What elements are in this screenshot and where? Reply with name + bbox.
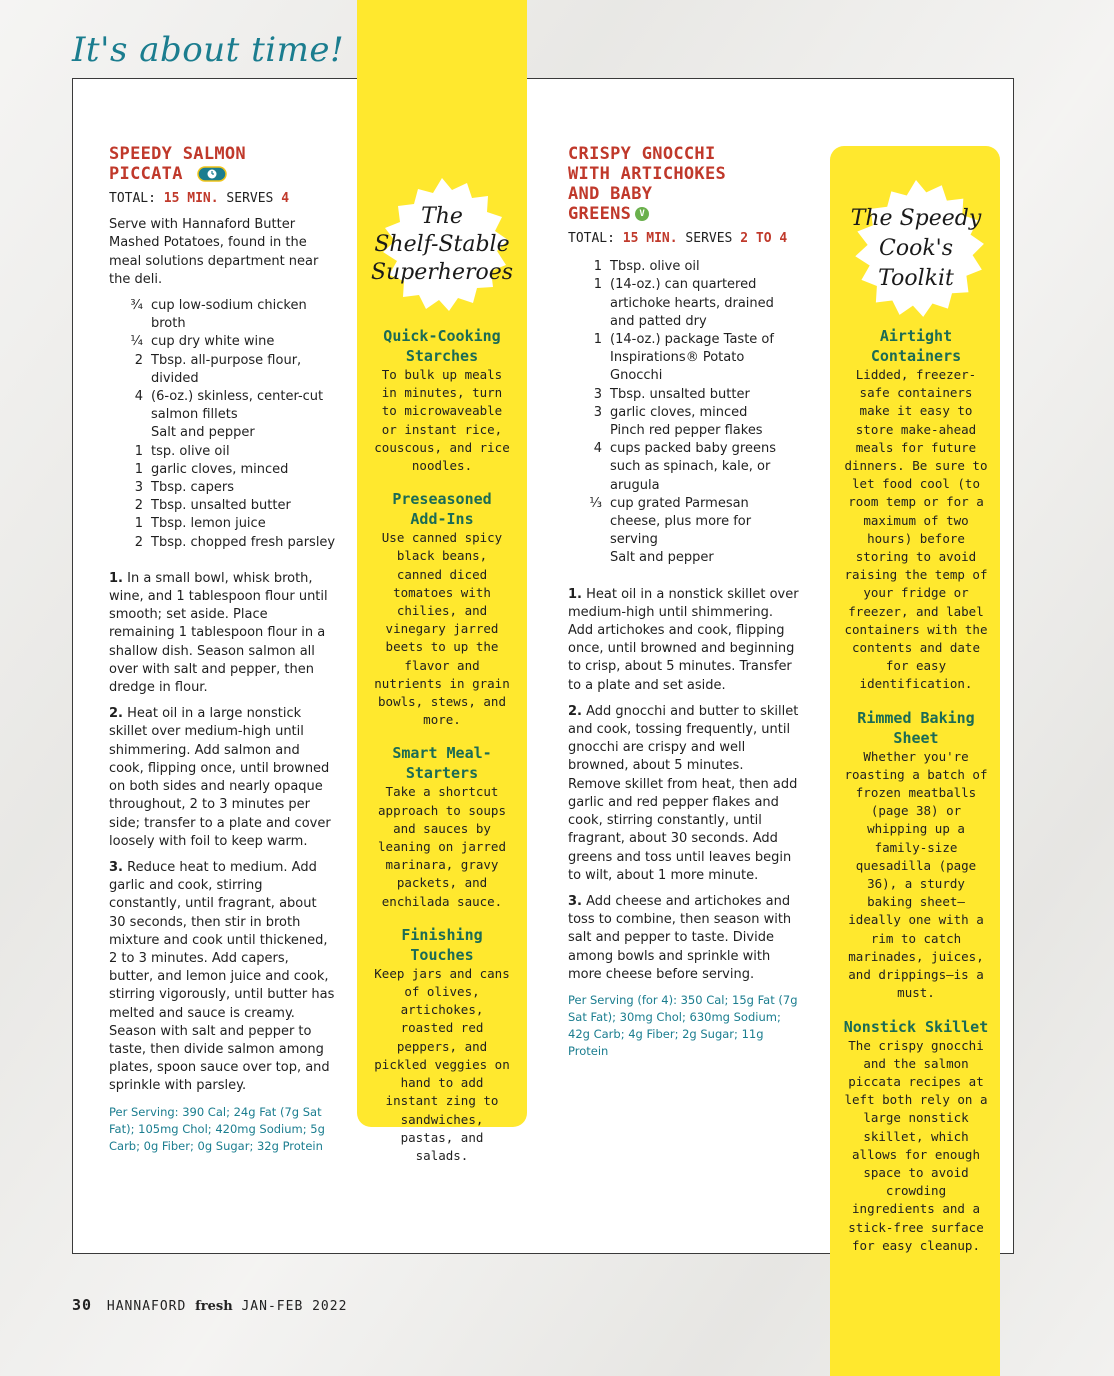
recipe-step (109, 705, 337, 851)
title-line (109, 164, 337, 184)
ingredient-quantity (568, 422, 610, 440)
ingredient-quantity: ¾ (130, 298, 143, 314)
ingredient-row (109, 333, 337, 351)
ingredient-row (568, 549, 800, 567)
serves-label: SERVES (685, 231, 733, 246)
ingredient-row (109, 424, 337, 442)
recipe-meta (109, 190, 337, 208)
total-label: TOTAL: (109, 191, 156, 206)
step-text: Add gnocchi and butter to skillet and cook, tossing frequently, until gnocchi are crispy and well browned, about 5 minutes. Remove skillet from heat, then add garlic and red pepper flakes and cook, stirring constantly, until fragrant, about 30 seconds. Add greens and toss until leaves begin to wilt, about 1 more minute. (568, 703, 799, 883)
ingredient-quantity: 2 (134, 534, 143, 550)
ingredient-text: Pinch red pepper flakes (610, 423, 763, 439)
step-text: Reduce heat to medium. Add garlic and cook, stirring constantly, until fragrant, about 30 seconds, then stir in broth mixture and cook until thickened, 2 to 3 minutes. Add capers, butter, and lemon juice and cook, stirring vigorously, until butter has melted and sauce is creamy. Season with salt and pepper to taste, then divide salmon among plates, spoon sauce over top, and sprinkle with parsley. (109, 859, 335, 1094)
ingredient-quantity (109, 424, 151, 442)
yellow-strip-top (357, 0, 527, 130)
step-text: Add cheese and artichokes and toss to combine, then season with salt and pepper to taste. Divide among bowls and sprinkle with more cheese before serving. (568, 893, 792, 982)
title-text: GREENS (568, 204, 632, 224)
total-value: 15 MIN. (622, 231, 678, 246)
ingredient-quantity: 2 (134, 498, 143, 514)
recipe-intro: Serve with Hannaford Butter Mashed Potatoes, found in the meal solutions department near the deli. (109, 217, 319, 287)
badge-line: Superheroes (370, 260, 514, 285)
serves-value: 2 TO 4 (740, 231, 788, 246)
tip-heading: Smart Meal-Starters (392, 744, 492, 783)
serves-label: SERVES (226, 191, 274, 206)
ingredient-text: Salt and pepper (610, 550, 714, 566)
page-footer (72, 1296, 347, 1314)
step-text: Heat oil in a large nonstick skillet over medium-high until shimmering. Add salmon and cook, flipping once, until browned on both sides and nearly opaque throughout, 2 to 3 minutes per side; transfer to a plate and cover loosely with foil to keep warm. (109, 706, 331, 849)
ingredient-text: (6-oz.) skinless, center-cut salmon fillets (151, 389, 324, 423)
tip-body: Use canned spicy black beans, canned diced tomatoes with chilies, and vinegary jarred beets to up the flavor and nutrients in grain bowls, stews, and more. (374, 530, 510, 728)
ingredient-text: Tbsp. capers (151, 480, 234, 496)
ingredient-row (109, 515, 337, 533)
ingredient-row (109, 388, 337, 424)
recipe-step (568, 893, 800, 984)
toolkit-badge (845, 178, 987, 320)
ingredient-text: cup low-sodium chicken broth (151, 298, 307, 332)
title-line: AND BABY (568, 184, 653, 204)
ingredient-row (568, 331, 800, 386)
footer-issue: JAN-FEB 2022 (241, 1299, 348, 1314)
ingredient-quantity: 2 (134, 352, 143, 368)
ingredient-quantity: 1 (134, 443, 143, 459)
ingredient-list (568, 258, 800, 567)
ingredient-text: (14-oz.) package Taste of Inspirations® Potato Gnocchi (610, 332, 774, 384)
ingredient-quantity: ⅓ (589, 495, 602, 511)
recipe-salmon (109, 144, 337, 1155)
recipe-step (568, 703, 800, 885)
title-text: PICCATA (109, 164, 183, 184)
badge-text (845, 178, 987, 320)
ingredient-text: cup grated Parmesan cheese, plus more for serving (610, 495, 752, 548)
ingredient-row (568, 495, 800, 550)
ingredient-text: Tbsp. unsalted butter (610, 386, 750, 402)
tip-heading: Rimmed Baking Sheet (857, 708, 975, 747)
title-line: SPEEDY SALMON (109, 144, 246, 164)
nutrition-info: Per Serving: 390 Cal; 24g Fat (7g Sat Fat); 105mg Chol; 420mg Sodium; 5g Carb; 0g Fiber; 0g Sugar; 32g Protein (109, 1104, 325, 1153)
ingredient-quantity: ¼ (130, 334, 143, 350)
ingredient-text: tsp. olive oil (151, 443, 230, 459)
recipe-title (568, 144, 800, 224)
toolkit-tips (842, 326, 990, 1269)
recipe-step (568, 586, 800, 695)
step-text: Heat oil in a nonstick skillet over medium-high until shimmering. Add artichokes and cook, flipping once, until browned and beginning to crisp, about 5 minutes. Transfer to a plate and set aside. (568, 586, 799, 693)
page-header-script: It's about time! (72, 30, 345, 70)
ingredient-text: cups packed baby greens such as spinach, kale, or arugula (610, 441, 776, 493)
shelf-stable-tips (372, 326, 512, 1179)
title-line (568, 204, 800, 224)
ingredient-text: Salt and pepper (151, 425, 255, 441)
ingredient-quantity: 1 (593, 277, 602, 293)
ingredient-text: Tbsp. olive oil (610, 259, 700, 275)
ingredient-quantity: 4 (593, 441, 602, 457)
nutrition-info: Per Serving (for 4): 350 Cal; 15g Fat (7g Sat Fat); 30mg Chol; 630mg Sodium; 42g Carb; 4g Fiber; 2g Sugar; 11g Protein (568, 992, 798, 1058)
step-number: 1. (568, 586, 582, 602)
tip-heading: Preseasoned Add-Ins (392, 490, 492, 529)
ingredient-row (109, 352, 337, 388)
ingredient-row (109, 497, 337, 515)
ingredient-row (568, 440, 800, 495)
shelf-stable-badge (370, 176, 514, 314)
tip-heading: Finishing Touches (401, 925, 483, 964)
ingredient-text: garlic cloves, minced (151, 461, 289, 477)
ingredient-text: Tbsp. lemon juice (151, 516, 266, 532)
tip-heading: Quick-Cooking Starches (383, 327, 501, 365)
title-line: WITH ARTICHOKES (568, 164, 727, 184)
serves-value: 4 (281, 191, 290, 206)
page-number: 30 (72, 1296, 93, 1314)
ingredient-row (109, 461, 337, 479)
ingredient-text: Tbsp. chopped fresh parsley (151, 534, 336, 550)
ingredient-row (568, 276, 800, 331)
ingredient-text: Tbsp. unsalted butter (151, 498, 291, 514)
footer-magazine: fresh (195, 1299, 233, 1314)
tip-body: Lidded, freezer-safe containers make it easy to store make-ahead meals for future dinners. Be sure to let food cool (to room temp or for a maximum of two hours) before storing to avoid raising the temp of your fridge or freezer, and label containers with the contents and date for easy identification. (844, 367, 988, 692)
recipe-meta (568, 230, 800, 248)
badge-line: The Speedy (850, 206, 982, 231)
ingredient-text: garlic cloves, minced (610, 404, 748, 420)
ingredient-quantity: 1 (134, 516, 143, 532)
recipe-gnocchi (568, 144, 800, 1060)
ingredient-list (109, 297, 337, 552)
ingredient-row (109, 443, 337, 461)
step-number: 3. (568, 893, 582, 909)
recipe-step (109, 570, 337, 697)
tip-body: To bulk up meals in minutes, turn to microwaveable or instant rice, couscous, and rice noodles. (374, 367, 510, 474)
step-number: 1. (109, 570, 123, 586)
quick-clock-icon (197, 166, 227, 182)
ingredient-quantity: 3 (134, 480, 143, 496)
title-line: CRISPY GNOCCHI (568, 144, 716, 164)
badge-line: Toolkit (878, 266, 954, 291)
step-number: 3. (109, 859, 123, 875)
ingredient-quantity: 1 (593, 259, 602, 275)
total-label: TOTAL: (568, 231, 615, 246)
total-value: 15 MIN. (163, 191, 219, 206)
badge-line: Cook's (879, 236, 953, 261)
tip-body: Take a shortcut approach to soups and sauces by leaning on jarred marinara, gravy packets, and enchilada sauce. (378, 784, 506, 909)
badge-line: The (421, 204, 463, 229)
ingredient-row (109, 297, 337, 333)
ingredient-text: cup dry white wine (151, 334, 275, 350)
tip-body: Whether you're roasting a batch of frozen meatballs (page 38) or whipping up a family-size quesadilla (page 36), a sturdy baking sheet—ideally one with a rim to catch marinades, juices, and drippings—is a must. (844, 748, 988, 1001)
ingredient-row (109, 534, 337, 552)
step-number: 2. (109, 706, 123, 722)
step-text: In a small bowl, whisk broth, wine, and 1 tablespoon flour until smooth; set aside. Place remaining 1 tablespoon flour in a shallow dish. Season salmon all over with salt and pepper, then dredge in flour. (109, 570, 328, 696)
step-number: 2. (568, 703, 582, 719)
ingredient-row (109, 479, 337, 497)
ingredient-row (568, 422, 800, 440)
ingredient-quantity: 4 (134, 389, 143, 405)
footer-brand: HANNAFORD (106, 1299, 187, 1314)
ingredient-text: Tbsp. all-purpose flour, divided (151, 352, 302, 386)
recipe-step (109, 859, 337, 1096)
badge-text (370, 176, 514, 314)
ingredient-row (568, 386, 800, 404)
vegetarian-icon: V (635, 207, 649, 221)
ingredient-quantity: 1 (593, 332, 602, 348)
ingredient-row (568, 258, 800, 276)
ingredient-quantity: 3 (593, 404, 602, 420)
ingredient-text: (14-oz.) can quartered artichoke hearts, drained and patted dry (610, 277, 774, 329)
tip-body: Keep jars and cans of olives, artichokes, roasted red peppers, and pickled veggies on hand to add instant zing to sandwiches, pastas, and salads. (374, 965, 510, 1163)
tip-body: The crispy gnocchi and the salmon piccata recipes at left both rely on a large nonstick skillet, which allows for enough space to avoid crowding ingredients and a stick-free surface for easy cleanup. (844, 1037, 988, 1253)
ingredient-row (568, 404, 800, 422)
tip-heading: Airtight Containers (870, 327, 962, 365)
ingredient-quantity (568, 549, 610, 567)
ingredient-quantity: 3 (593, 386, 602, 402)
recipe-steps (568, 586, 800, 984)
recipe-steps (109, 570, 337, 1096)
recipe-title (109, 144, 337, 184)
badge-line: Shelf-Stable (374, 232, 510, 257)
ingredient-quantity: 1 (134, 461, 143, 477)
tip-heading: Nonstick Skillet (843, 1017, 989, 1036)
